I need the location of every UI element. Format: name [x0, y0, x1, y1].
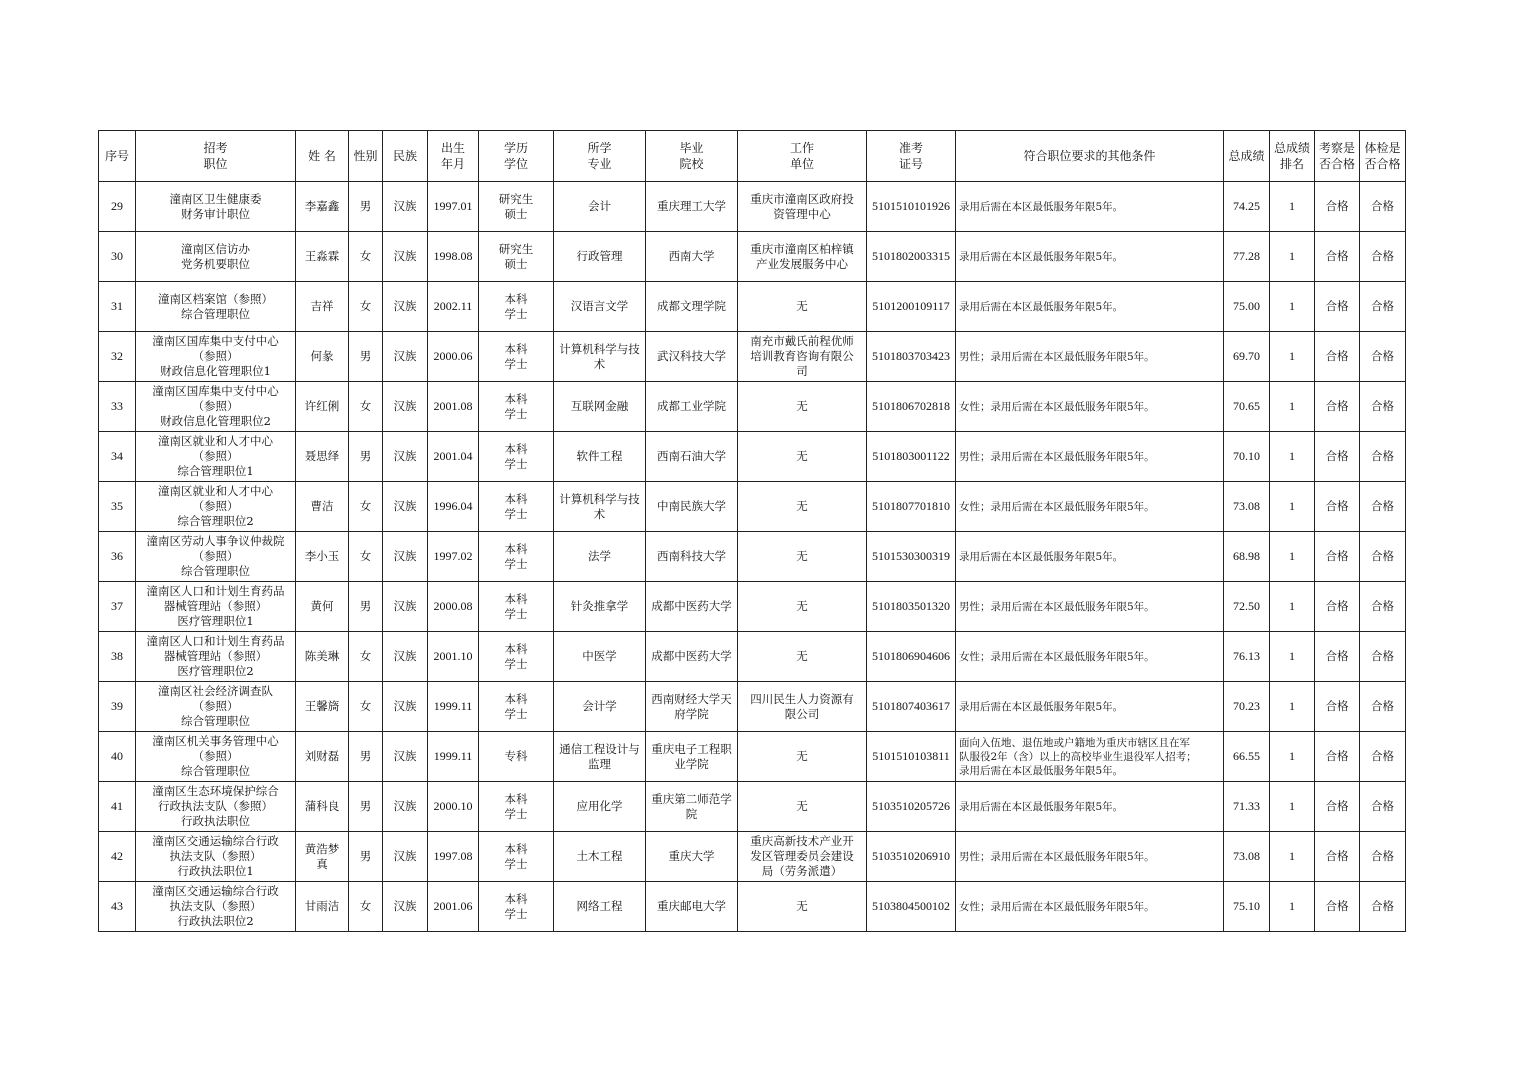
cell-conditions: 女性；录用后需在本区最低服务年限5年。 — [956, 382, 1224, 432]
cell-gender: 女 — [349, 232, 383, 282]
cell-conditions: 录用后需在本区最低服务年限5年。 — [956, 282, 1224, 332]
cell-gender: 女 — [349, 282, 383, 332]
cell-serial: 31 — [99, 282, 136, 332]
cell-school: 重庆电子工程职 业学院 — [646, 732, 738, 782]
cell-gender: 女 — [349, 382, 383, 432]
cell-inspection: 合格 — [1315, 632, 1360, 682]
cell-name: 何彖 — [296, 332, 349, 382]
cell-exam-id: 5103510205726 — [867, 782, 956, 832]
cell-total-score: 73.08 — [1224, 832, 1270, 882]
cell-school: 重庆第二师范学 院 — [646, 782, 738, 832]
cell-education: 本科 学士 — [479, 432, 554, 482]
cell-total-score: 71.33 — [1224, 782, 1270, 832]
cell-workplace: 无 — [738, 382, 867, 432]
cell-ethnicity: 汉族 — [383, 732, 428, 782]
cell-birth: 2001.10 — [428, 632, 479, 682]
table-row — [99, 432, 1406, 482]
cell-gender: 女 — [349, 682, 383, 732]
cell-ethnicity: 汉族 — [383, 632, 428, 682]
cell-gender: 男 — [349, 782, 383, 832]
cell-workplace: 无 — [738, 582, 867, 632]
cell-name: 王馨旖 — [296, 682, 349, 732]
cell-total-score: 69.70 — [1224, 332, 1270, 382]
cell-school: 成都中医药大学 — [646, 632, 738, 682]
cell-conditions: 录用后需在本区最低服务年限5年。 — [956, 782, 1224, 832]
cell-gender: 女 — [349, 482, 383, 532]
cell-gender: 男 — [349, 432, 383, 482]
cell-rank: 1 — [1270, 832, 1315, 882]
cell-education: 本科 学士 — [479, 532, 554, 582]
cell-position: 潼南区交通运输综合行政 执法支队（参照） 行政执法职位1 — [136, 832, 296, 882]
cell-gender: 男 — [349, 832, 383, 882]
cell-workplace: 四川民生人力资源有 限公司 — [738, 682, 867, 732]
cell-name: 蒲科良 — [296, 782, 349, 832]
cell-exam-id: 5101806702818 — [867, 382, 956, 432]
cell-inspection: 合格 — [1315, 332, 1360, 382]
cell-birth: 1996.04 — [428, 482, 479, 532]
cell-physical: 合格 — [1360, 432, 1406, 482]
cell-major: 汉语言文学 — [554, 282, 646, 332]
cell-name: 李嘉鑫 — [296, 182, 349, 232]
cell-exam-id: 5101806904606 — [867, 632, 956, 682]
cell-workplace: 重庆市潼南区政府投 资管理中心 — [738, 182, 867, 232]
cell-physical: 合格 — [1360, 832, 1406, 882]
cell-ethnicity: 汉族 — [383, 282, 428, 332]
cell-ethnicity: 汉族 — [383, 882, 428, 932]
cell-total-score: 75.10 — [1224, 882, 1270, 932]
cell-exam-id: 5101803001122 — [867, 432, 956, 482]
cell-inspection: 合格 — [1315, 782, 1360, 832]
table-row — [99, 732, 1406, 782]
cell-position: 潼南区交通运输综合行政 执法支队（参照） 行政执法职位2 — [136, 882, 296, 932]
cell-major: 通信工程设计与 监理 — [554, 732, 646, 782]
cell-birth: 2001.08 — [428, 382, 479, 432]
cell-rank: 1 — [1270, 282, 1315, 332]
cell-conditions: 男性；录用后需在本区最低服务年限5年。 — [956, 832, 1224, 882]
cell-conditions: 录用后需在本区最低服务年限5年。 — [956, 182, 1224, 232]
cell-position: 潼南区就业和人才中心 （参照） 综合管理职位2 — [136, 482, 296, 532]
cell-major: 互联网金融 — [554, 382, 646, 432]
cell-total-score: 73.08 — [1224, 482, 1270, 532]
cell-rank: 1 — [1270, 632, 1315, 682]
header-gender: 性别 — [349, 131, 383, 182]
cell-conditions: 男性；录用后需在本区最低服务年限5年。 — [956, 432, 1224, 482]
cell-serial: 36 — [99, 532, 136, 582]
cell-inspection: 合格 — [1315, 732, 1360, 782]
cell-education: 本科 学士 — [479, 832, 554, 882]
cell-school: 西南大学 — [646, 232, 738, 282]
cell-education: 本科 学士 — [479, 482, 554, 532]
cell-exam-id: 5103510206910 — [867, 832, 956, 882]
cell-education: 本科 学士 — [479, 582, 554, 632]
cell-birth: 2001.04 — [428, 432, 479, 482]
cell-education: 研究生 硕士 — [479, 232, 554, 282]
cell-major: 网络工程 — [554, 882, 646, 932]
cell-inspection: 合格 — [1315, 832, 1360, 882]
header-inspection: 考察是 否合格 — [1315, 131, 1360, 182]
cell-serial: 37 — [99, 582, 136, 632]
cell-birth: 1998.08 — [428, 232, 479, 282]
header-education: 学历 学位 — [479, 131, 554, 182]
cell-birth: 1997.02 — [428, 532, 479, 582]
cell-school: 重庆大学 — [646, 832, 738, 882]
cell-exam-id: 5101802003315 — [867, 232, 956, 282]
cell-gender: 女 — [349, 632, 383, 682]
cell-education: 本科 学士 — [479, 782, 554, 832]
cell-school: 西南财经大学天 府学院 — [646, 682, 738, 732]
cell-birth: 1999.11 — [428, 732, 479, 782]
cell-ethnicity: 汉族 — [383, 532, 428, 582]
cell-exam-id: 5103804500102 — [867, 882, 956, 932]
cell-name: 黄何 — [296, 582, 349, 632]
cell-workplace: 重庆高新技术产业开 发区管理委员会建设 局（劳务派遣） — [738, 832, 867, 882]
cell-serial: 38 — [99, 632, 136, 682]
cell-name: 甘雨洁 — [296, 882, 349, 932]
cell-ethnicity: 汉族 — [383, 332, 428, 382]
cell-conditions: 录用后需在本区最低服务年限5年。 — [956, 232, 1224, 282]
table-row — [99, 532, 1406, 582]
cell-major: 土木工程 — [554, 832, 646, 882]
header-physical: 体检是 否合格 — [1360, 131, 1406, 182]
cell-position: 潼南区国库集中支付中心 （参照） 财政信息化管理职位2 — [136, 382, 296, 432]
cell-total-score: 70.23 — [1224, 682, 1270, 732]
cell-conditions: 男性；录用后需在本区最低服务年限5年。 — [956, 582, 1224, 632]
table-header — [99, 131, 1406, 182]
table-row — [99, 582, 1406, 632]
cell-name: 李小玉 — [296, 532, 349, 582]
cell-workplace: 无 — [738, 432, 867, 482]
cell-workplace: 无 — [738, 632, 867, 682]
cell-position: 潼南区劳动人事争议仲裁院 （参照） 综合管理职位 — [136, 532, 296, 582]
cell-physical: 合格 — [1360, 532, 1406, 582]
cell-inspection: 合格 — [1315, 682, 1360, 732]
cell-ethnicity: 汉族 — [383, 482, 428, 532]
cell-workplace: 南充市戴氏前程优师 培训教育咨询有限公 司 — [738, 332, 867, 382]
cell-inspection: 合格 — [1315, 182, 1360, 232]
header-serial: 序号 — [99, 131, 136, 182]
cell-gender: 男 — [349, 332, 383, 382]
cell-birth: 2000.06 — [428, 332, 479, 382]
cell-total-score: 77.28 — [1224, 232, 1270, 282]
cell-ethnicity: 汉族 — [383, 432, 428, 482]
cell-rank: 1 — [1270, 232, 1315, 282]
cell-rank: 1 — [1270, 482, 1315, 532]
cell-total-score: 68.98 — [1224, 532, 1270, 582]
cell-physical: 合格 — [1360, 682, 1406, 732]
cell-ethnicity: 汉族 — [383, 382, 428, 432]
table-row — [99, 832, 1406, 882]
table-row — [99, 782, 1406, 832]
cell-major: 软件工程 — [554, 432, 646, 482]
header-major: 所学 专业 — [554, 131, 646, 182]
cell-birth: 1997.08 — [428, 832, 479, 882]
cell-school: 成都文理学院 — [646, 282, 738, 332]
cell-inspection: 合格 — [1315, 482, 1360, 532]
cell-gender: 男 — [349, 582, 383, 632]
cell-ethnicity: 汉族 — [383, 682, 428, 732]
table-row — [99, 182, 1406, 232]
cell-major: 会计学 — [554, 682, 646, 732]
header-conditions: 符合职位要求的其他条件 — [956, 131, 1224, 182]
cell-birth: 1997.01 — [428, 182, 479, 232]
cell-rank: 1 — [1270, 182, 1315, 232]
table-row — [99, 882, 1406, 932]
cell-education: 本科 学士 — [479, 632, 554, 682]
cell-total-score: 72.50 — [1224, 582, 1270, 632]
cell-major: 计算机科学与技 术 — [554, 332, 646, 382]
cell-education: 研究生 硕士 — [479, 182, 554, 232]
cell-school: 西南科技大学 — [646, 532, 738, 582]
cell-conditions: 女性；录用后需在本区最低服务年限5年。 — [956, 632, 1224, 682]
cell-workplace: 重庆市潼南区柏梓镇 产业发展服务中心 — [738, 232, 867, 282]
cell-major: 计算机科学与技 术 — [554, 482, 646, 532]
cell-education: 本科 学士 — [479, 332, 554, 382]
cell-serial: 43 — [99, 882, 136, 932]
cell-position: 潼南区国库集中支付中心 （参照） 财政信息化管理职位1 — [136, 332, 296, 382]
header-position: 招考 职位 — [136, 131, 296, 182]
cell-major: 行政管理 — [554, 232, 646, 282]
header-birth: 出生 年月 — [428, 131, 479, 182]
cell-gender: 女 — [349, 532, 383, 582]
cell-rank: 1 — [1270, 332, 1315, 382]
cell-major: 法学 — [554, 532, 646, 582]
cell-name: 吉祥 — [296, 282, 349, 332]
cell-workplace: 无 — [738, 782, 867, 832]
cell-serial: 39 — [99, 682, 136, 732]
cell-inspection: 合格 — [1315, 882, 1360, 932]
header-rank: 总成绩 排名 — [1270, 131, 1315, 182]
cell-inspection: 合格 — [1315, 532, 1360, 582]
cell-physical: 合格 — [1360, 732, 1406, 782]
cell-serial: 29 — [99, 182, 136, 232]
cell-serial: 35 — [99, 482, 136, 532]
cell-total-score: 66.55 — [1224, 732, 1270, 782]
cell-name: 刘财磊 — [296, 732, 349, 782]
cell-rank: 1 — [1270, 432, 1315, 482]
cell-conditions: 女性；录用后需在本区最低服务年限5年。 — [956, 482, 1224, 532]
cell-name: 许红俐 — [296, 382, 349, 432]
cell-birth: 1999.11 — [428, 682, 479, 732]
cell-serial: 34 — [99, 432, 136, 482]
cell-exam-id: 5101807403617 — [867, 682, 956, 732]
cell-rank: 1 — [1270, 732, 1315, 782]
table-row — [99, 382, 1406, 432]
cell-position: 潼南区信访办 党务机要职位 — [136, 232, 296, 282]
cell-exam-id: 5101807701810 — [867, 482, 956, 532]
cell-ethnicity: 汉族 — [383, 582, 428, 632]
cell-gender: 男 — [349, 732, 383, 782]
table-row — [99, 682, 1406, 732]
cell-name: 陈美琳 — [296, 632, 349, 682]
cell-position: 潼南区生态环境保护综合 行政执法支队（参照） 行政执法职位 — [136, 782, 296, 832]
cell-total-score: 75.00 — [1224, 282, 1270, 332]
cell-workplace: 无 — [738, 482, 867, 532]
table-row — [99, 632, 1406, 682]
cell-rank: 1 — [1270, 532, 1315, 582]
cell-exam-id: 5101510101926 — [867, 182, 956, 232]
cell-position: 潼南区社会经济调查队 （参照） 综合管理职位 — [136, 682, 296, 732]
cell-education: 本科 学士 — [479, 382, 554, 432]
cell-birth: 2002.11 — [428, 282, 479, 332]
header-workplace: 工作 单位 — [738, 131, 867, 182]
cell-education: 本科 学士 — [479, 282, 554, 332]
table-row — [99, 482, 1406, 532]
cell-exam-id: 5101803703423 — [867, 332, 956, 382]
cell-school: 成都中医药大学 — [646, 582, 738, 632]
cell-school: 成都工业学院 — [646, 382, 738, 432]
cell-ethnicity: 汉族 — [383, 182, 428, 232]
cell-school: 武汉科技大学 — [646, 332, 738, 382]
cell-exam-id: 5101803501320 — [867, 582, 956, 632]
cell-rank: 1 — [1270, 582, 1315, 632]
cell-physical: 合格 — [1360, 232, 1406, 282]
header-school: 毕业 院校 — [646, 131, 738, 182]
cell-physical: 合格 — [1360, 782, 1406, 832]
header-total-score: 总成绩 — [1224, 131, 1270, 182]
cell-inspection: 合格 — [1315, 582, 1360, 632]
cell-school: 重庆邮电大学 — [646, 882, 738, 932]
cell-school: 重庆理工大学 — [646, 182, 738, 232]
cell-birth: 2000.10 — [428, 782, 479, 832]
header-name: 姓 名 — [296, 131, 349, 182]
cell-major: 应用化学 — [554, 782, 646, 832]
cell-position: 潼南区机关事务管理中心 （参照） 综合管理职位 — [136, 732, 296, 782]
cell-physical: 合格 — [1360, 582, 1406, 632]
table-row — [99, 232, 1406, 282]
cell-birth: 2000.08 — [428, 582, 479, 632]
cell-total-score: 76.13 — [1224, 632, 1270, 682]
cell-rank: 1 — [1270, 882, 1315, 932]
cell-inspection: 合格 — [1315, 282, 1360, 332]
cell-inspection: 合格 — [1315, 232, 1360, 282]
cell-physical: 合格 — [1360, 632, 1406, 682]
cell-inspection: 合格 — [1315, 432, 1360, 482]
cell-major: 中医学 — [554, 632, 646, 682]
cell-major: 会计 — [554, 182, 646, 232]
cell-conditions: 女性；录用后需在本区最低服务年限5年。 — [956, 882, 1224, 932]
cell-physical: 合格 — [1360, 332, 1406, 382]
cell-serial: 30 — [99, 232, 136, 282]
cell-position: 潼南区卫生健康委 财务审计职位 — [136, 182, 296, 232]
cell-serial: 32 — [99, 332, 136, 382]
cell-conditions: 男性；录用后需在本区最低服务年限5年。 — [956, 332, 1224, 382]
cell-school: 中南民族大学 — [646, 482, 738, 532]
cell-name: 王淼霖 — [296, 232, 349, 282]
cell-physical: 合格 — [1360, 282, 1406, 332]
cell-gender: 男 — [349, 182, 383, 232]
cell-position: 潼南区人口和计划生育药品 器械管理站（参照） 医疗管理职位1 — [136, 582, 296, 632]
cell-serial: 42 — [99, 832, 136, 882]
cell-conditions: 面向入伍地、退伍地或户籍地为重庆市辖区且在军 队服役2年（含）以上的高校毕业生退役军人招考； 录用后需在本区最低服务年限5年。 — [956, 732, 1224, 782]
header-row — [99, 131, 1406, 182]
cell-physical: 合格 — [1360, 882, 1406, 932]
cell-position: 潼南区人口和计划生育药品 器械管理站（参照） 医疗管理职位2 — [136, 632, 296, 682]
cell-serial: 40 — [99, 732, 136, 782]
cell-name: 聂思绎 — [296, 432, 349, 482]
table-body — [99, 182, 1406, 932]
cell-gender: 女 — [349, 882, 383, 932]
cell-workplace: 无 — [738, 882, 867, 932]
cell-exam-id: 5101530300319 — [867, 532, 956, 582]
cell-position: 潼南区就业和人才中心 （参照） 综合管理职位1 — [136, 432, 296, 482]
cell-name: 曹洁 — [296, 482, 349, 532]
cell-exam-id: 5101510103811 — [867, 732, 956, 782]
cell-physical: 合格 — [1360, 382, 1406, 432]
cell-workplace: 无 — [738, 282, 867, 332]
cell-workplace: 无 — [738, 532, 867, 582]
cell-total-score: 70.10 — [1224, 432, 1270, 482]
table-row — [99, 332, 1406, 382]
header-exam-id: 准考 证号 — [867, 131, 956, 182]
cell-total-score: 70.65 — [1224, 382, 1270, 432]
table-row — [99, 282, 1406, 332]
cell-ethnicity: 汉族 — [383, 832, 428, 882]
cell-conditions: 录用后需在本区最低服务年限5年。 — [956, 682, 1224, 732]
cell-physical: 合格 — [1360, 182, 1406, 232]
cell-rank: 1 — [1270, 382, 1315, 432]
cell-conditions: 录用后需在本区最低服务年限5年。 — [956, 532, 1224, 582]
cell-major: 针灸推拿学 — [554, 582, 646, 632]
cell-rank: 1 — [1270, 782, 1315, 832]
cell-birth: 2001.06 — [428, 882, 479, 932]
cell-ethnicity: 汉族 — [383, 232, 428, 282]
header-ethnicity: 民族 — [383, 131, 428, 182]
cell-school: 西南石油大学 — [646, 432, 738, 482]
cell-exam-id: 5101200109117 — [867, 282, 956, 332]
cell-rank: 1 — [1270, 682, 1315, 732]
cell-serial: 33 — [99, 382, 136, 432]
cell-workplace: 无 — [738, 732, 867, 782]
cell-physical: 合格 — [1360, 482, 1406, 532]
cell-total-score: 74.25 — [1224, 182, 1270, 232]
results-table — [98, 130, 1406, 932]
cell-position: 潼南区档案馆（参照） 综合管理职位 — [136, 282, 296, 332]
cell-name: 黄浩梦 真 — [296, 832, 349, 882]
cell-ethnicity: 汉族 — [383, 782, 428, 832]
cell-education: 专科 — [479, 732, 554, 782]
cell-education: 本科 学士 — [479, 682, 554, 732]
cell-inspection: 合格 — [1315, 382, 1360, 432]
cell-serial: 41 — [99, 782, 136, 832]
cell-education: 本科 学士 — [479, 882, 554, 932]
